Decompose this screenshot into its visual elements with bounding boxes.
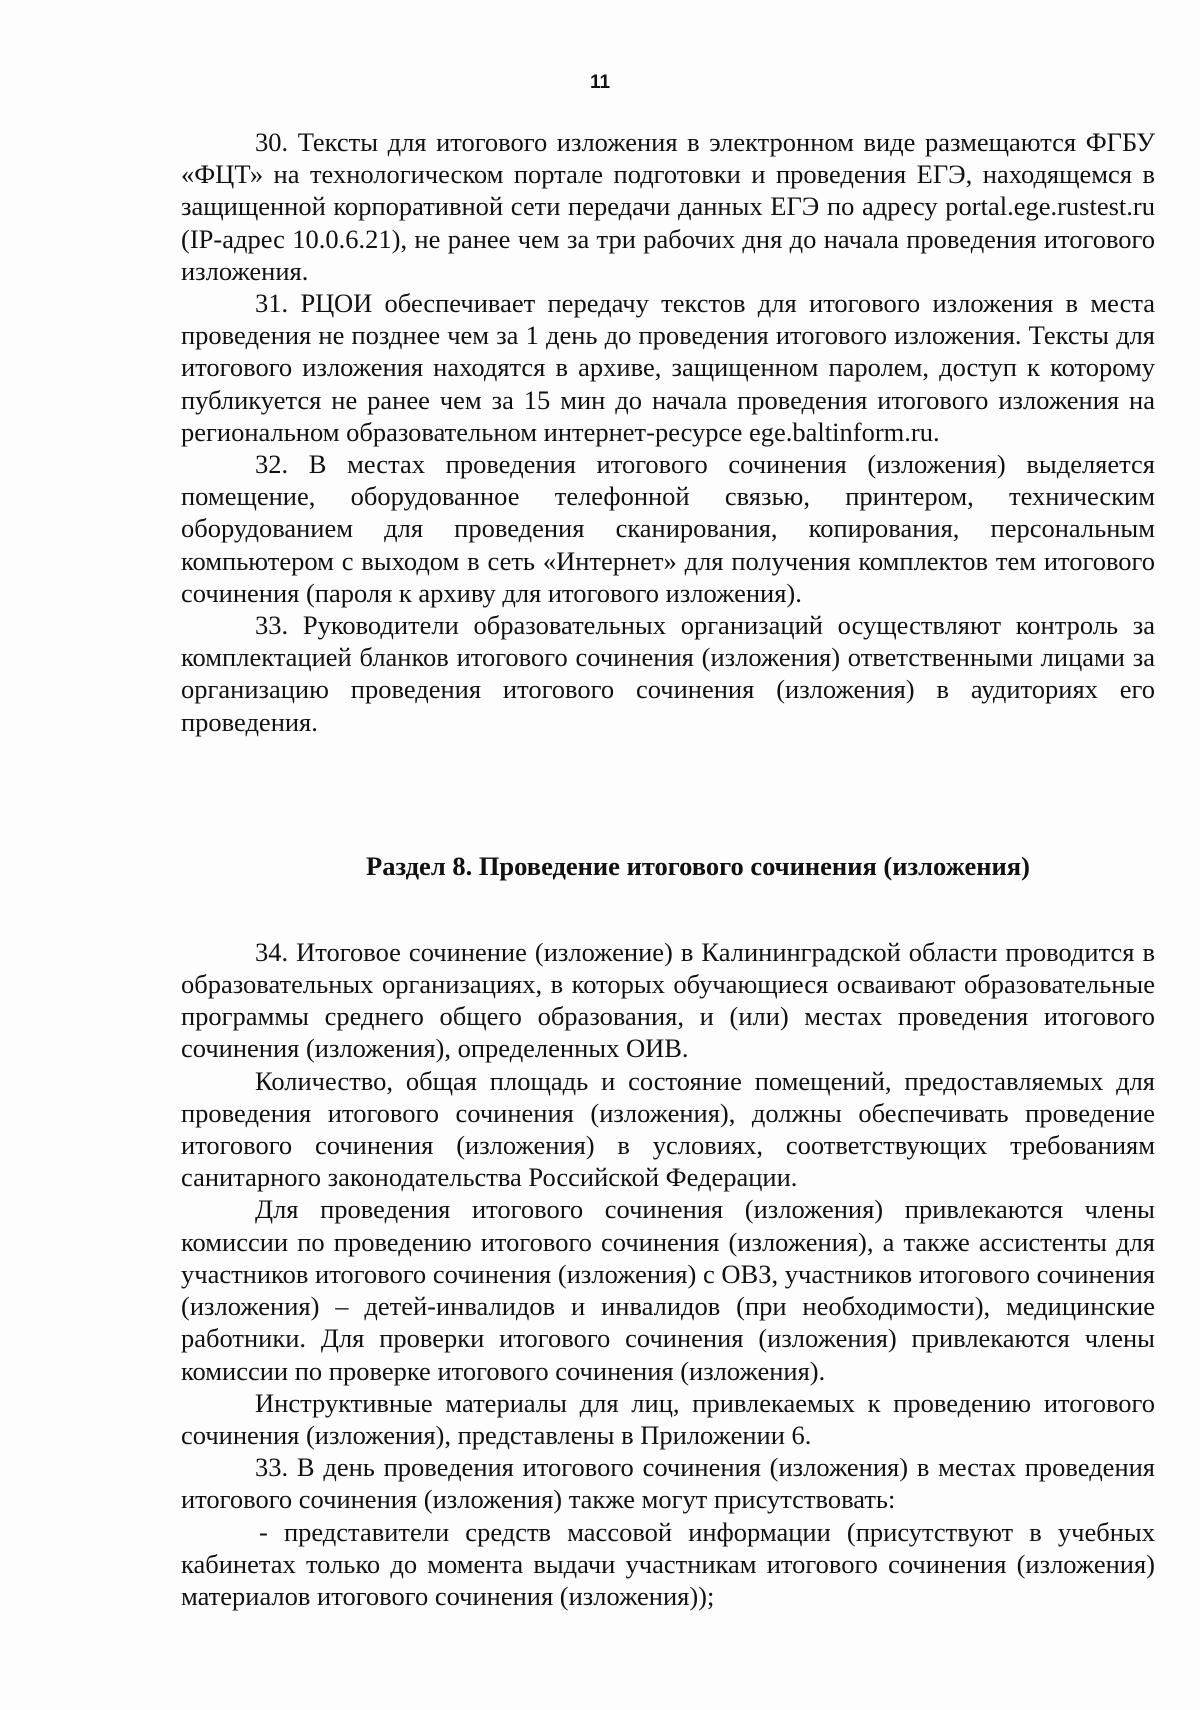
document-body — [181, 126, 1155, 1612]
paragraph-commission: Для проведения итогового сочинения (изложения) привлекаются члены комиссии по проведению итогового сочинения (изложения), а также ассистенты для участников итогового сочинения (изложения) с ОВЗ, участников итогового сочинения (изложения) – детей-инвалидов и инвалидов (при необходимости), медицинские работники. Для проверки итогового сочинения (изложения) привлекаются члены комиссии по проверке итогового сочинения (изложения). — [181, 1194, 1155, 1386]
bullet-item: - представители средств массовой информации (присутствуют в учебных кабинетах только до момента выдачи участникам итогового сочинения (изложения) материалов итогового сочинения (изложения)); — [181, 1516, 1155, 1611]
paragraph-instructions: Инструктивные материалы для лиц, привлекаемых к проведению итогового сочинения (изложения), представлены в Приложении 6. — [181, 1387, 1155, 1450]
section-heading: Раздел 8. Проведение итогового сочинения (изложения) — [366, 850, 1030, 881]
paragraph-32: 32. В местах проведения итогового сочинения (изложения) выделяется помещение, оборудованное телефонной связью, принтером, техническим оборудованием для проведения сканирования, копирования, персональным компьютером с выходом в сеть «Интернет» для получения комплектов тем итогового сочинения (пароля к архиву для итогового изложения). — [181, 449, 1155, 608]
paragraph-31: 31. РЦОИ обеспечивает передачу текстов для итогового изложения в места проведения не позднее чем за 1 день до проведения итогового изложения. Тексты для итогового изложения находятся в архиве, защищенном паролем, доступ к которому публикуется не ранее чем за 15 мин до начала проведения итогового изложения на региональном образовательном интернет-ресурсе ege.baltinform.ru. — [181, 288, 1155, 447]
spacer — [181, 882, 1155, 936]
page-number: 11 — [589, 72, 611, 93]
paragraph-30: 30. Тексты для итогового изложения в электронном виде размещаются ФГБУ «ФЦТ» на технологическом портале подготовки и проведения ЕГЭ, находящемся в защищенной корпоративной сети передачи данных ЕГЭ по адресу portal.ege.rustest.ru (IP-адрес 10.0.6.21), не ранее чем за три рабочих дня до начала проведения итогового изложения. — [181, 127, 1155, 286]
paragraph-premises: Количество, общая площадь и состояние помещений, предоставляемых для проведения итогового сочинения (изложения), должны обеспечивать проведение итогового сочинения (изложения) в условиях, соответствующих требованиям санитарного законодательства Российской Федерации. — [181, 1065, 1155, 1193]
spacer — [181, 738, 1155, 851]
paragraph-33b: 33. В день проведения итогового сочинения (изложения) в местах проведения итогового сочинения (изложения) также могут присутствовать: — [181, 1452, 1155, 1515]
paragraph-34: 34. Итоговое сочинение (изложение) в Калининградской области проводится в образовательных организациях, в которых обучающиеся осваивают образовательные программы среднего общего образования, и (или) местах проведения итогового сочинения (изложения), определенных ОИВ. — [181, 936, 1155, 1064]
paragraph-33: 33. Руководители образовательных организаций осуществляют контроль за комплектацией бланков итогового сочинения (изложения) ответственными лицами за организацию проведения итогового сочинения (изложения) в аудиториях его проведения. — [181, 610, 1155, 737]
